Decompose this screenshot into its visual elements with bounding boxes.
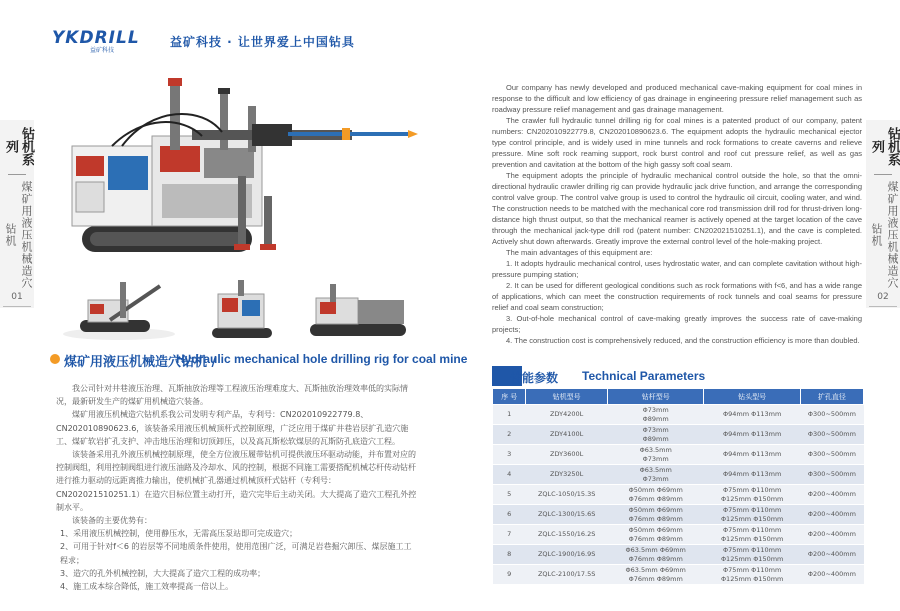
- tech-params-title-en: Technical Parameters: [582, 369, 706, 383]
- table-cell: Φ94mm Φ113mm: [704, 425, 800, 445]
- section-title-cn: 煤矿用液压机械造穴钻机 /: [64, 355, 217, 370]
- table-cell: Φ75mm Φ110mm Φ125mm Φ150mm: [704, 505, 800, 525]
- table-cell: Φ200~400mm: [800, 545, 863, 565]
- table-cell: 9: [493, 565, 526, 585]
- table-row: [493, 485, 864, 505]
- left-side-tab: [0, 120, 34, 308]
- cn-paragraph: 我公司针对井巷液压治理、瓦斯抽放治理等工程液压治理难度大、瓦斯抽放治理效率低的实际情况，最新研发生产的煤矿用机械造穴装备。: [56, 384, 408, 407]
- table-header-row: [493, 389, 864, 405]
- table-cell: Φ63.5mm Φ69mm Φ76mm Φ89mm: [607, 545, 703, 565]
- chinese-description: [56, 382, 418, 593]
- column-header: 钻头型号: [704, 389, 800, 405]
- table-cell: ZDY4100L: [526, 425, 608, 445]
- column-header: 扩孔直径: [800, 389, 863, 405]
- section-title-en: Hydraulic mechanical hole drilling rig for coal mine: [176, 352, 468, 366]
- table-cell: Φ50mm Φ69mm Φ76mm Φ89mm: [607, 485, 703, 505]
- page-line-right: [869, 306, 897, 307]
- page-line-left: [3, 306, 31, 307]
- table-cell: Φ200~400mm: [800, 525, 863, 545]
- column-header: 钻机型号: [526, 389, 608, 405]
- table-cell: Φ73mm Φ89mm: [607, 425, 703, 445]
- table-row: [493, 505, 864, 525]
- table-body: [493, 405, 864, 585]
- table-row: [493, 565, 864, 585]
- tech-params-title-cn: 性能参数: [510, 371, 559, 385]
- logo-subtext: 益矿科技: [90, 47, 115, 54]
- table-cell: 1: [493, 405, 526, 425]
- column-header: 序 号: [493, 389, 526, 405]
- table-cell: Φ75mm Φ110mm Φ125mm Φ150mm: [704, 545, 800, 565]
- table-cell: Φ94mm Φ113mm: [704, 445, 800, 465]
- table-cell: ZQLC-1900/16.9S: [526, 545, 608, 565]
- table-cell: Φ300~500mm: [800, 405, 863, 425]
- page-number-right: 02: [877, 292, 889, 302]
- table-cell: 8: [493, 545, 526, 565]
- rig-thumbnail-3: [300, 280, 418, 342]
- table-cell: Φ63.5mm Φ73mm: [607, 445, 703, 465]
- logo-wordmark: YKDRILL: [52, 28, 140, 48]
- company-logo: [52, 28, 156, 54]
- tech-params-heading: [492, 366, 864, 386]
- table-cell: Φ300~500mm: [800, 425, 863, 445]
- table-cell: ZDY3250L: [526, 465, 608, 485]
- table-cell: ZQLC-1550/16.2S: [526, 525, 608, 545]
- tech-params-table: [492, 388, 864, 585]
- cn-list-item: 4、施工成本综合降低，施工效率提高一倍以上。: [60, 582, 234, 592]
- table-cell: ZQLC-2100/17.5S: [526, 565, 608, 585]
- section-title: [50, 350, 468, 372]
- table-cell: 7: [493, 525, 526, 545]
- table-row: [493, 545, 864, 565]
- column-header: 钻杆型号: [607, 389, 703, 405]
- table-cell: Φ300~500mm: [800, 445, 863, 465]
- table-cell: Φ63.5mm Φ73mm: [607, 465, 703, 485]
- table-cell: Φ73mm Φ89mm: [607, 405, 703, 425]
- en-paragraph: Our company has newly developed and produced mechanical cave-making equipment for coal mines in response to the difficult and low efficiency of gas drainage in engineering pressure relief management such as roadway pressure relief management and gas drainage management.: [492, 83, 862, 114]
- en-paragraph: 4. The construction cost is comprehensively reduced, and the construction efficiency is more than doubled.: [506, 336, 860, 345]
- table-row: [493, 405, 864, 425]
- table-cell: 6: [493, 505, 526, 525]
- cn-list-item: 1、采用液压机械控制，使用静压水，无需高压泵站即可完成造穴；: [60, 529, 298, 539]
- table-cell: Φ75mm Φ110mm Φ125mm Φ150mm: [704, 485, 800, 505]
- cn-paragraph: 煤矿用液压机械造穴钻机系我公司发明专利产品，专利号：CN202010922779.8、CN202010890623.6，该装备采用液压机械顶杆式控制原理，广泛应用于煤矿井巷岩层扩孔造穴施工、煤矿软岩扩孔支护、冲击地压治理和切顶卸压，以及高瓦斯松软煤层的瓦斯防孔底造穴工程。: [56, 410, 409, 446]
- en-paragraph: The equipment adopts the principle of hydraulic mechanical control outside the hole, so that the omni-directional hydraulic crawler drilling rig can provide hydraulic jack drive function, and arrange the corresponding control valve group. The control valve group is used to control the hydraulic oil circuit, cooling water, and wind. The construction needs to be matched with the mechanical core rod transmission drill rod for thrust-driven long-distance high thrust output, so that the mechanical reamer is actively opened at the target location of the cave through the mechanical jack-type drill rod (patent number: CN202021510251.1), and the cave is completed. Actively shut down afterwards. Greatly improve the external control level of the hole-making project.: [492, 171, 862, 246]
- rig-thumbnail-1: [60, 280, 178, 342]
- table-cell: ZQLC-1050/15.3S: [526, 485, 608, 505]
- table-cell: ZQLC-1300/15.6S: [526, 505, 608, 525]
- en-paragraph: The main advantages of this equipment are:: [506, 248, 653, 257]
- table-cell: Φ75mm Φ110mm Φ125mm Φ150mm: [704, 565, 800, 585]
- en-paragraph: 1. It adopts hydraulic mechanical control, uses hydrostatic water, and can complete cavitation without high-pressure pumping station;: [492, 259, 862, 279]
- table-cell: 2: [493, 425, 526, 445]
- cn-paragraph: 该装备的主要优势有：: [72, 516, 152, 526]
- table-cell: Φ50mm Φ69mm Φ76mm Φ89mm: [607, 505, 703, 525]
- english-description: [492, 82, 862, 346]
- table-cell: Φ200~400mm: [800, 505, 863, 525]
- cn-list-item: 3、造穴的孔外机械控制，大大提高了造穴工程的成功率；: [60, 568, 266, 578]
- side-series-label: 钻机系列: [3, 126, 34, 166]
- table-cell: Φ200~400mm: [800, 565, 863, 585]
- rig-thumbnail-2: [182, 280, 300, 342]
- cn-list-item: 2、可用于针对f＜6 的岩层等不同地质条件使用，使用范围广泛，可满足岩巷掘穴卸压、煤层施工工程求；: [60, 542, 412, 565]
- table-cell: Φ94mm Φ113mm: [704, 465, 800, 485]
- en-paragraph: 3. Out-of-hole mechanical control of cave-making greatly improves the success rate of cave-making projects;: [492, 314, 862, 334]
- table-cell: Φ75mm Φ110mm Φ125mm Φ150mm: [704, 525, 800, 545]
- side-series-label: 钻机系列: [869, 126, 900, 166]
- table-cell: Φ300~500mm: [800, 465, 863, 485]
- table-cell: ZDY4200L: [526, 405, 608, 425]
- company-slogan: 益矿科技 · 让世界爱上中国钻具: [170, 35, 355, 49]
- table-row: [493, 525, 864, 545]
- side-product-name: 煤矿用液压机械造穴钻机: [870, 181, 899, 289]
- cn-paragraph: 该装备采用孔外液压机械控制原理，使全方位液压履带钻机可提供液压环驱动动能，并布置对应的控制阀组，利用控制阀组进行液压油路及冷却水、风的控制，根据不同施工需要搭配机械芯杆传动钻杆进行推力驱动的远距离推力输出，使机械扩孔器通过机械顶杆式钻杆（专利号：CN202021510251.1）在造穴目标位置主动打开，造穴完毕后主动关闭。大大提高了造穴工程孔外控制水平。: [56, 450, 417, 512]
- table-cell: Φ63.5mm Φ69mm Φ76mm Φ89mm: [607, 565, 703, 585]
- side-product-name: 煤矿用液压机械造穴钻机: [4, 181, 33, 289]
- side-divider: [874, 174, 892, 175]
- table-cell: 3: [493, 445, 526, 465]
- right-side-tab: [866, 120, 900, 308]
- table-cell: 5: [493, 485, 526, 505]
- bullet-icon: [50, 354, 60, 364]
- drilling-rig-main-image: [52, 76, 420, 272]
- table-cell: Φ94mm Φ113mm: [704, 405, 800, 425]
- table-cell: 4: [493, 465, 526, 485]
- table-row: [493, 425, 864, 445]
- en-paragraph: 2. It can be used for different geological conditions such as rock formations with f<6, and has a wide range of applications, which can meet the construction requirements of rock tunnels and coal seams for pressure relief and coal seam construction;: [492, 281, 862, 312]
- page-number-left: 01: [11, 292, 23, 302]
- table-cell: ZDY3600L: [526, 445, 608, 465]
- table-row: [493, 465, 864, 485]
- table-row: [493, 445, 864, 465]
- table-cell: Φ200~400mm: [800, 485, 863, 505]
- page-header: [52, 28, 412, 54]
- en-paragraph: The crawler full hydraulic tunnel drilling rig for coal mines is a patented product of our company, patent numbers: CN202010922779.8, CN202010890623.6. The equipment adopts the hydraulic mechanical ejector type control principle, and is widely used in mine tunnels and rock formations to create caverns and relieve pressure. Mine soft rock reaming support, rock burst control and roof cut pressure relief, as well as gas prevention and cavitation at the bottom of the high gassy soft coal seam.: [492, 116, 862, 169]
- side-divider: [8, 174, 26, 175]
- table-cell: Φ50mm Φ69mm Φ76mm Φ89mm: [607, 525, 703, 545]
